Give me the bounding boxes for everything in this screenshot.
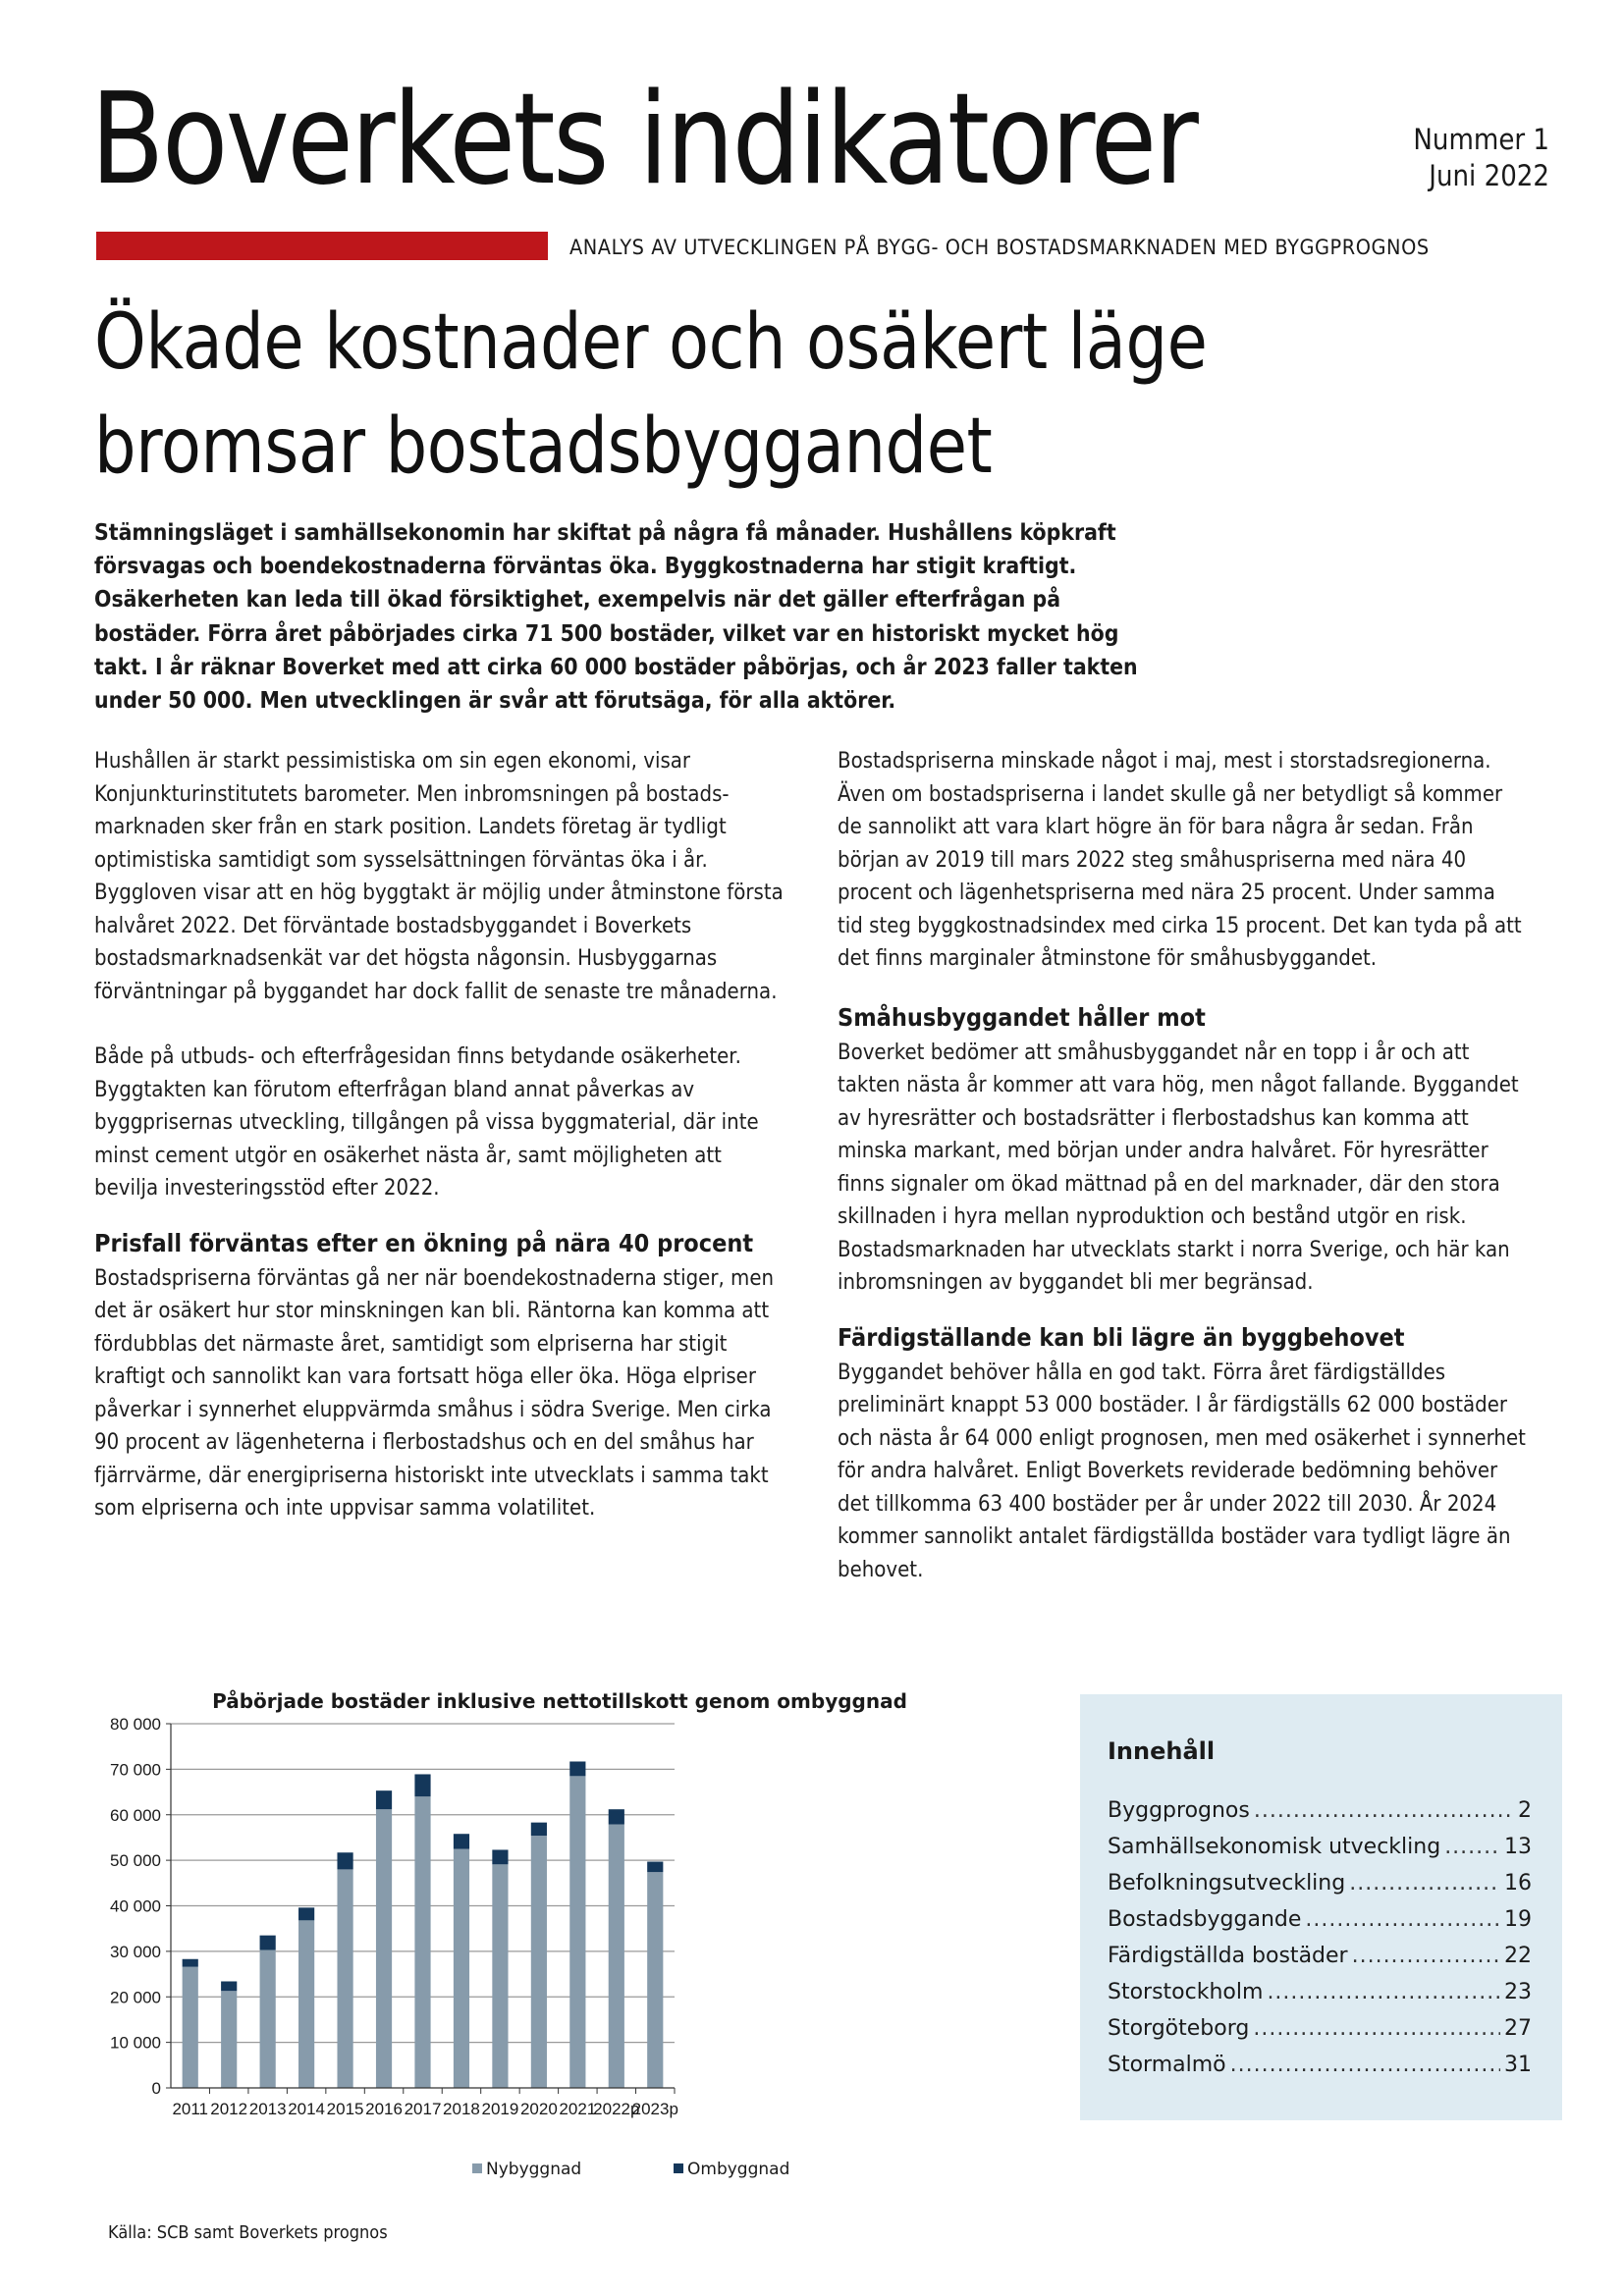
x-tick-label: 2022p xyxy=(593,2100,640,2118)
y-tick-label: 20 000 xyxy=(110,1988,161,2007)
bar-nybyggnad-2011 xyxy=(183,1967,198,2088)
toc-item-page: 31 xyxy=(1504,2053,1532,2077)
section-heading: Färdigställande kan bli lägre än byggbehovet xyxy=(838,1322,1405,1352)
section-heading: Småhusbyggandet håller mot xyxy=(838,1002,1206,1032)
toc-item-label: Storgöteborg xyxy=(1108,2016,1250,2041)
toc-item-page: 19 xyxy=(1504,1907,1532,1932)
bar-nybyggnad-2023p xyxy=(647,1872,663,2088)
toc-list xyxy=(1108,1792,1532,2083)
y-tick-label: 50 000 xyxy=(110,1851,161,1871)
toc-leader-dots xyxy=(1254,1792,1514,1829)
toc-leader-dots xyxy=(1267,1974,1500,2010)
y-tick-label: 30 000 xyxy=(110,1942,161,1961)
bar-nybyggnad-2021 xyxy=(569,1776,585,2088)
legend-label-nybyggnad: Nybyggnad xyxy=(486,2160,582,2179)
x-tick-label: 2017 xyxy=(404,2100,442,2118)
bar-ombyggnad-2015 xyxy=(337,1852,352,1869)
publication-subtitle: ANALYS AV UTVECKLINGEN PÅ BYGG- OCH BOSTADSMARKNADEN MED BYGGPROGNOS xyxy=(569,236,1430,260)
body-paragraph: Bostadspriserna minskade något i maj, mest i storstadsregionerna. Även om bostadspriserna i landet skulle gå ner betydligt så kommer de sannolikt att vara klart högre än för bara några år sedan. Från början av 2019 till mars 2022 steg småhuspriserna med nära 40 procent och lägenhetspriserna med nära 25 procent. Under samma tid steg byggkostnadsindex med cirka 15 procent. Det kan tyda på att det finns marginaler åtminstone för småhusbyggandet. xyxy=(838,749,1522,971)
bar-nybyggnad-2012 xyxy=(221,1991,237,2088)
toc-item-label: Bostadsbyggande xyxy=(1108,1907,1302,1932)
toc-item[interactable] xyxy=(1108,2010,1532,2047)
toc-item-label: Samhällsekonomisk utveckling xyxy=(1108,1835,1441,1859)
article-headline xyxy=(94,291,1207,499)
body-paragraph: Boverket bedömer att småhusbyggandet når en topp i år och att takten nästa år kommer att vara hög, men något fallande. Byggandet av hyresrätter och bostadsrätter i flerbostadshus kan komma att minska markant, med början under andra halvåret. För hyresrätter finns signaler om ökad mättnad på en del marknader, där den stora skillnaden i hyra mellan nyproduktion och bestånd utgör en risk. Bostadsmarknaden har utvecklats starkt i norra Sverige, och här kan inbromsningen av byggandet bli mer begränsad. xyxy=(838,1040,1519,1295)
toc-leader-dots xyxy=(1444,1829,1500,1865)
toc-item-page: 27 xyxy=(1504,2016,1532,2041)
x-tick-label: 2012 xyxy=(210,2100,248,2118)
toc-item[interactable] xyxy=(1108,1974,1532,2010)
bar-ombyggnad-2021 xyxy=(569,1761,585,1776)
y-tick-label: 70 000 xyxy=(110,1760,161,1780)
table-of-contents xyxy=(1080,1694,1562,2120)
toc-item-page: 13 xyxy=(1504,1835,1532,1859)
body-paragraph: Hushållen är starkt pessimistiska om sin egen ekonomi, visar Konjunkturinstitutets barometer. Men inbromsningen på bostadsmarknaden sker från en stark position. Landets företag är tydligt optimistiska samtidigt som sysselsättningen förväntas öka i år. Byggloven visar att en hög byggtakt är möjlig under åtminstone första halvåret 2022. Det förväntade bostadsbyggandet i Boverkets bostadsmarknadsenkät var det högsta någonsin. Husbyggarnas förväntningar på byggandet har dock fallit de senaste tre månaderna. xyxy=(94,749,784,1004)
bar-ombyggnad-2012 xyxy=(221,1981,237,1991)
headline-line-1: Ökade kostnader och osäkert läge xyxy=(94,298,1208,387)
bar-ombyggnad-2014 xyxy=(298,1907,314,1920)
x-tick-label: 2023p xyxy=(631,2100,678,2118)
bar-ombyggnad-2022p xyxy=(609,1809,624,1824)
bar-nybyggnad-2014 xyxy=(298,1920,314,2088)
issue-date: Juni 2022 xyxy=(1429,159,1549,192)
bar-ombyggnad-2020 xyxy=(531,1823,547,1836)
toc-item[interactable] xyxy=(1108,2047,1532,2083)
bar-nybyggnad-2020 xyxy=(531,1836,547,2088)
x-tick-label: 2015 xyxy=(326,2100,364,2118)
publication-title: Boverkets indikatorer xyxy=(90,67,1197,213)
x-tick-label: 2014 xyxy=(288,2100,326,2118)
toc-item-label: Stormalmö xyxy=(1108,2053,1226,2077)
bar-ombyggnad-2018 xyxy=(454,1834,469,1848)
toc-item-label: Byggprognos xyxy=(1108,1798,1250,1823)
toc-leader-dots xyxy=(1305,1901,1500,1938)
bar-nybyggnad-2016 xyxy=(376,1809,392,2088)
bar-ombyggnad-2013 xyxy=(260,1936,276,1950)
toc-item-label: Storstockholm xyxy=(1108,1980,1264,2004)
bar-nybyggnad-2017 xyxy=(414,1796,430,2088)
chart-svg xyxy=(98,1681,1021,2211)
y-tick-label: 0 xyxy=(151,2079,161,2098)
issue-number: Nummer 1 xyxy=(1413,123,1549,156)
left-column xyxy=(94,745,784,1525)
toc-item[interactable] xyxy=(1108,1829,1532,1865)
toc-item[interactable] xyxy=(1108,1865,1532,1901)
toc-item-page: 23 xyxy=(1504,1980,1532,2004)
toc-item[interactable] xyxy=(1108,1792,1532,1829)
y-tick-label: 10 000 xyxy=(110,2033,161,2053)
right-column xyxy=(838,745,1527,1586)
toc-item-label: Färdigställda bostäder xyxy=(1108,1944,1348,1968)
toc-item[interactable] xyxy=(1108,1901,1532,1938)
bar-nybyggnad-2022p xyxy=(609,1824,624,2088)
y-tick-label: 40 000 xyxy=(110,1896,161,1916)
article-lead: Stämningsläget i samhällsekonomin har skiftat på några få månader. Hushållens köpkraft försvagas och boendekostnaderna förväntas öka. Byggkostnaderna har stigit kraftigt. Osäkerheten kan leda till ökad försiktighet, exempelvis när det gäller efterfrågan på bostäder. Förra året påbörjades cirka 71 500 bostäder, vilket var en historiskt mycket hög takt. I år räknar Boverket med att cirka 60 000 bostäder påbörjas, och år 2023 faller takten under 50 000. Men utvecklingen är svår att förutsäga, för alla aktörer. xyxy=(94,520,1138,715)
section-heading: Prisfall förväntas efter en ökning på nära 40 procent xyxy=(94,1228,754,1257)
body-paragraph: Byggandet behöver hålla en god takt. Förra året färdigställdes preliminärt knappt 53 000 bostäder. I år färdigställs 62 000 bostäder och nästa år 64 000 enligt prognosen, men med osäkerhet i synnerhet för andra halvåret. Enligt Boverkets reviderade bedömning behöver det tillkomma 63 400 bostäder per år under 2022 till 2030. År 2024 kommer sannolikt antalet färdigställda bostäder vara tydligt lägre än behovet. xyxy=(838,1360,1526,1582)
bar-nybyggnad-2013 xyxy=(260,1949,276,2088)
toc-item-page: 16 xyxy=(1504,1871,1532,1896)
headline-line-2: bromsar bostadsbyggandet xyxy=(94,402,993,491)
starts-bar-chart xyxy=(98,1681,1021,2179)
bar-nybyggnad-2019 xyxy=(492,1864,508,2088)
x-tick-label: 2011 xyxy=(172,2100,209,2118)
x-tick-label: 2016 xyxy=(365,2100,403,2118)
x-tick-label: 2019 xyxy=(481,2100,519,2118)
toc-leader-dots xyxy=(1253,2010,1500,2047)
issue-info xyxy=(1413,122,1549,194)
x-tick-label: 2021 xyxy=(559,2100,597,2118)
chart-title: Påbörjade bostäder inklusive nettotillskott genom ombyggnad xyxy=(212,1689,907,1713)
bar-ombyggnad-2023p xyxy=(647,1862,663,1873)
toc-item-label: Befolkningsutveckling xyxy=(1108,1871,1346,1896)
toc-leader-dots xyxy=(1352,1938,1500,1974)
toc-item-page: 2 xyxy=(1518,1798,1532,1823)
x-tick-label: 2018 xyxy=(443,2100,480,2118)
accent-bar xyxy=(96,232,548,260)
toc-leader-dots xyxy=(1349,1865,1500,1901)
body-paragraph: Både på utbuds- och efterfrågesidan finns betydande osäkerheter. Byggtakten kan förutom efterfrågan bland annat påverkas av byggprisernas utveckling, tillgången på vissa byggmaterial, där inte minst cement utgör en osäkerhet nästa år, samt möjligheten att bevilja investeringsstöd efter 2022. xyxy=(94,1044,759,1201)
bar-nybyggnad-2015 xyxy=(337,1869,352,2088)
bar-ombyggnad-2016 xyxy=(376,1790,392,1809)
toc-leader-dots xyxy=(1230,2047,1500,2083)
chart-source: Källa: SCB samt Boverkets prognos xyxy=(108,2222,388,2243)
toc-item-page: 22 xyxy=(1504,1944,1532,1968)
bar-nybyggnad-2018 xyxy=(454,1849,469,2088)
x-tick-label: 2013 xyxy=(248,2100,287,2118)
bar-ombyggnad-2011 xyxy=(183,1959,198,1967)
toc-item[interactable] xyxy=(1108,1938,1532,1974)
toc-title: Innehåll xyxy=(1108,1737,1216,1765)
legend-label-ombyggnad: Ombyggnad xyxy=(687,2160,790,2179)
legend-swatch-ombyggnad xyxy=(674,2163,683,2173)
bar-ombyggnad-2019 xyxy=(492,1849,508,1864)
bar-ombyggnad-2017 xyxy=(414,1774,430,1796)
y-tick-label: 60 000 xyxy=(110,1805,161,1825)
legend-swatch-nybyggnad xyxy=(472,2163,482,2173)
x-tick-label: 2020 xyxy=(519,2100,558,2118)
y-tick-label: 80 000 xyxy=(110,1715,161,1734)
body-paragraph: Bostadspriserna förväntas gå ner när boendekostnaderna stiger, men det är osäkert hur stor minskningen kan bli. Räntorna kan komma att fördubblas det närmaste året, samtidigt som elpriserna har stigit kraftigt och sannolikt kan vara fortsatt höga eller öka. Höga elpriser påverkar i synnerhet eluppvärmda småhus i södra Sverige. Men cirka 90 procent av lägenheterna i flerbostadshus och en del småhus har fjärrvärme, där energipriserna historiskt inte utvecklats i samma takt som elpriserna och inte uppvisar samma volatilitet. xyxy=(94,1265,775,1521)
